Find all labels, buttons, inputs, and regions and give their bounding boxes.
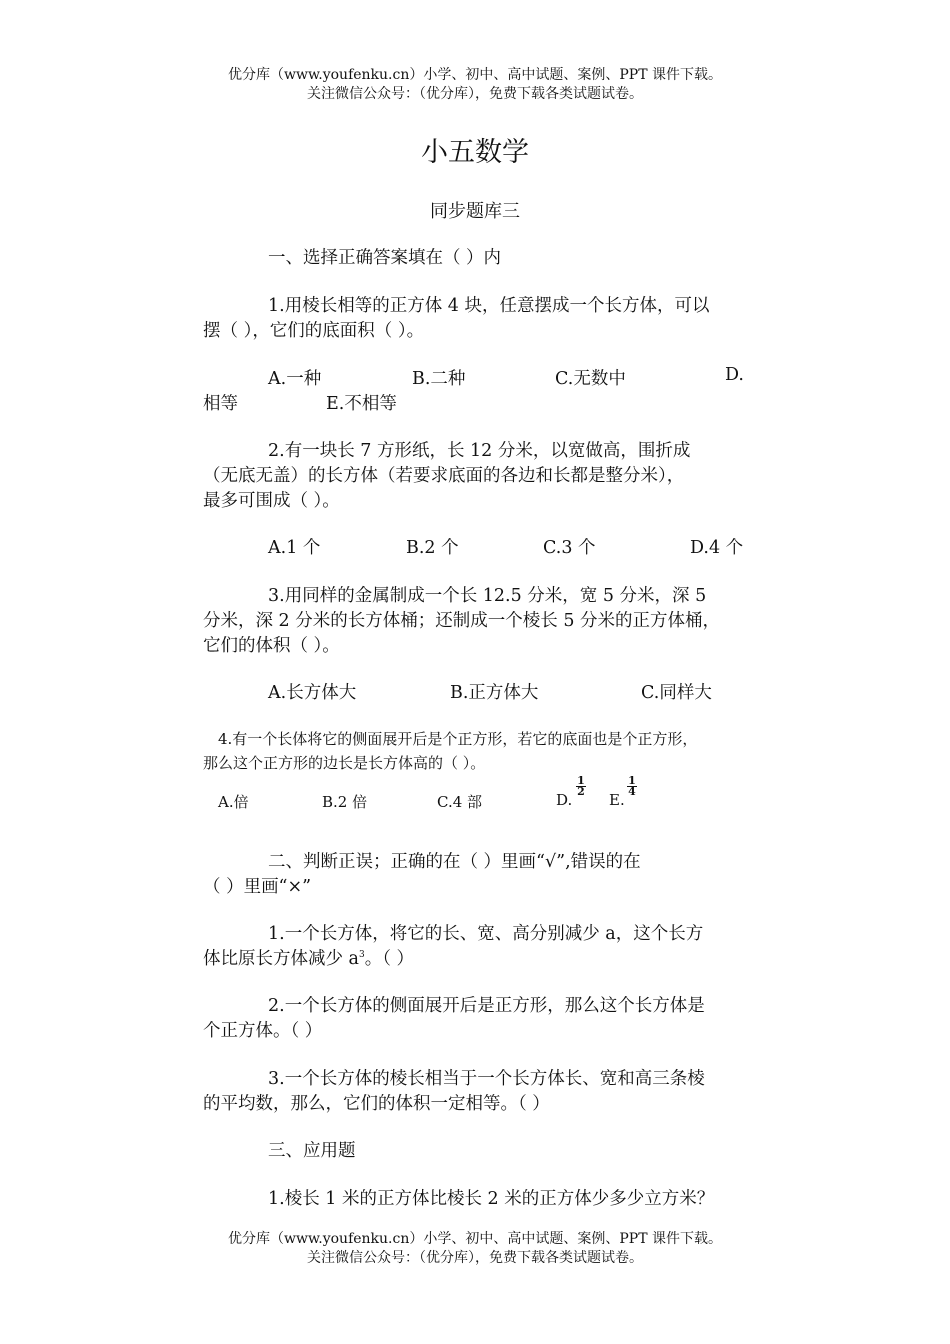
- s2-q2-line2: 个正方体。（ ）: [203, 1021, 323, 1041]
- s1-q2-line1: 2.有一块长 7 方形纸，长 12 分米，以宽做高，围折成: [268, 441, 691, 461]
- section1-heading: 一、选择正确答案填在（ ）内: [268, 248, 502, 268]
- s1-q3-option-c: C.同样大: [641, 683, 712, 703]
- s1-q4-option-b: B.2 倍: [322, 793, 368, 811]
- fraction-numerator: 1: [577, 774, 585, 787]
- s1-q2-option-a: A.1 个: [268, 538, 321, 558]
- s1-q4-line1: 4.有一个长体将它的侧面展开后是个正方形，若它的底面也是个正方形，: [218, 730, 698, 748]
- s1-q2-line3: 最多可围成（ ）。: [203, 491, 340, 511]
- s1-q4-option-e: E.: [609, 791, 625, 809]
- s2-q3-line1: 3.一个长方体的棱长相当于一个长方体长、宽和高三条棱: [268, 1069, 705, 1089]
- s1-q3-line3: 它们的体积（ ）。: [203, 636, 340, 656]
- s1-q3-option-b: B.正方体大: [450, 683, 539, 703]
- s2-q3-line2: 的平均数，那么，它们的体积一定相等。（ ）: [203, 1094, 550, 1114]
- s1-q4-option-c: C.4 部: [437, 793, 483, 811]
- s1-q1-option-e: E.不相等: [326, 394, 397, 414]
- s1-q2-option-d: D.4 个: [690, 538, 744, 558]
- s2-q1-line2-end: 。（ ）: [364, 949, 415, 969]
- s1-q2-line2: （无底无盖）的长方体（若要求底面的各边和长都是整分米），: [203, 466, 685, 486]
- s1-q4-line2: 那么这个正方形的边长是长方体高的（ ）。: [203, 754, 486, 772]
- s1-q4-option-d: D.: [556, 791, 573, 809]
- s2-q1-line2: [203, 945, 414, 970]
- s2-q1-line1: 1.一个长方体，将它的长、宽、高分别减少 a，这个长方: [268, 924, 704, 944]
- s1-q1-line1: 1.用棱长相等的正方体 4 块，任意摆成一个长方体，可以: [268, 296, 710, 316]
- s1-q2-option-b: B.2 个: [406, 538, 459, 558]
- page-subtitle: 同步题库三: [430, 201, 520, 222]
- fraction-denominator: 4: [628, 785, 636, 798]
- s1-q1-line2: 摆（ ），它们的底面积（ ）。: [203, 321, 425, 341]
- s3-q1: 1.棱长 1 米的正方体比棱长 2 米的正方体少多少立方米？: [268, 1189, 715, 1209]
- s1-q2-option-c: C.3 个: [543, 538, 596, 558]
- s2-q1-exponent: 3: [359, 950, 365, 961]
- s1-q4-option-a: A.倍: [218, 793, 249, 811]
- s1-q4-option-e-fraction: [626, 776, 638, 797]
- s2-q2-line1: 2.一个长方体的侧面展开后是正方形，那么这个长方体是: [268, 996, 705, 1016]
- fraction-numerator: 1: [628, 774, 636, 787]
- s1-q1-option-d-cont: 相等: [203, 394, 238, 414]
- s1-q1-option-b: B.二种: [412, 369, 466, 389]
- s1-q3-line1: 3.用同样的金属制成一个长 12.5 分米，宽 5 分米，深 5: [268, 586, 707, 606]
- s1-q3-line2: 分米，深 2 分米的长方体桶；还制成一个棱长 5 分米的正方体桶，: [203, 611, 721, 631]
- fraction-denominator: 2: [577, 785, 585, 798]
- section2-heading-line2: （ ）里画“×”: [203, 877, 312, 897]
- s2-q1-line2-text: 体比原长方体减少 a: [203, 949, 359, 969]
- s1-q1-option-a: A.一种: [268, 369, 322, 389]
- s1-q3-option-a: A.长方体大: [268, 683, 357, 703]
- section2-heading-line1: 二、判断正误；正确的在（ ）里画“√”,错误的在: [268, 852, 641, 872]
- section3-heading: 三、应用题: [268, 1141, 356, 1161]
- footer-line-1: 优分库（www.youfenku.cn）小学、初中、高中试题、案例、PPT 课件下载。: [227, 1231, 722, 1247]
- header-line-1: 优分库（www.youfenku.cn）小学、初中、高中试题、案例、PPT 课件下载。: [227, 67, 722, 83]
- header-line-2: 关注微信公众号：（优分库），免费下载各类试题试卷。: [307, 86, 643, 102]
- footer-line-2: 关注微信公众号：（优分库），免费下载各类试题试卷。: [307, 1250, 643, 1266]
- s1-q1-option-c: C.无数中: [555, 369, 626, 389]
- page-title: 小五数学: [421, 137, 529, 168]
- s1-q1-option-d: D.: [725, 365, 744, 385]
- s1-q4-option-d-fraction: [575, 776, 587, 797]
